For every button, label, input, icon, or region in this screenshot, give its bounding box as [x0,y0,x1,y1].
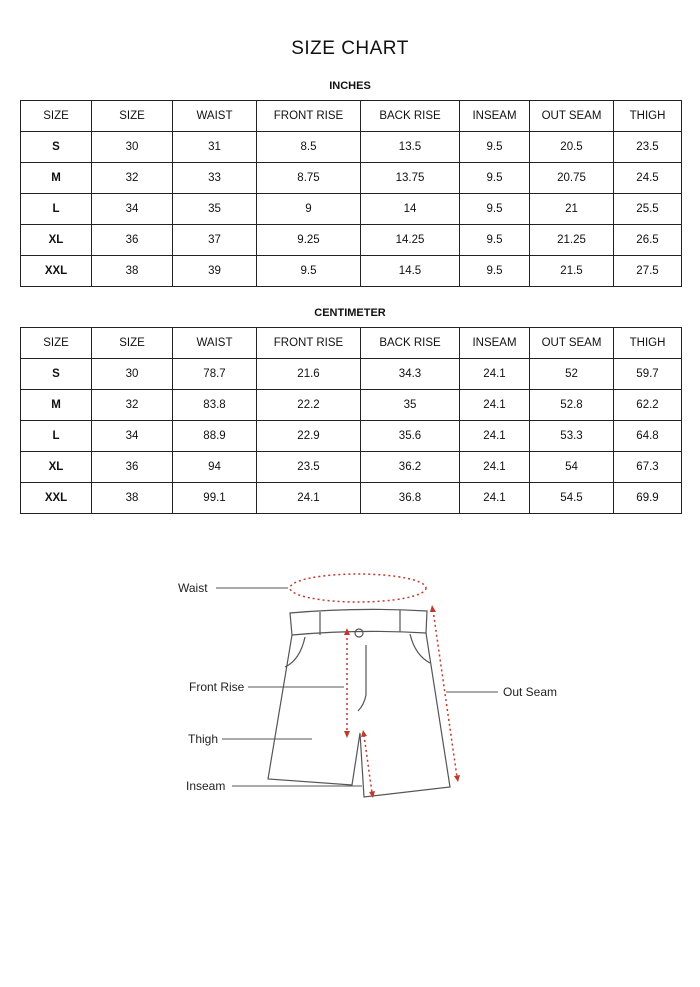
inches-header-cell: SIZE [21,101,92,132]
table-cell: 36.8 [361,483,460,514]
table-cell: 23.5 [614,132,682,163]
size-label-cell: XL [21,225,92,256]
centimeter-header-cell: FRONT RISE [257,328,361,359]
centimeter-header-row [21,328,682,359]
table-cell: 67.3 [614,452,682,483]
table-cell: 20.75 [530,163,614,194]
front-rise-label: Front Rise [189,680,245,694]
table-cell: 23.5 [257,452,361,483]
table-row [21,163,682,194]
size-label-cell: XL [21,452,92,483]
fly-stitch [358,645,366,711]
table-cell: 64.8 [614,421,682,452]
table-cell: 9.5 [460,225,530,256]
table-cell: 33 [173,163,257,194]
centimeter-header-cell: WAIST [173,328,257,359]
table-cell: 69.9 [614,483,682,514]
thigh-label: Thigh [188,732,219,746]
table-cell: 21.6 [257,359,361,390]
table-cell: 52.8 [530,390,614,421]
table-row [21,452,682,483]
inseam-label: Inseam [186,779,226,793]
table-cell: 36 [92,225,173,256]
size-label-cell: S [21,359,92,390]
out-seam-label: Out Seam [503,685,558,699]
table-row [21,483,682,514]
table-cell: 9.5 [460,132,530,163]
table-cell: 83.8 [173,390,257,421]
table-cell: 14 [361,194,460,225]
table-cell: 37 [173,225,257,256]
inches-heading: INCHES [329,80,371,92]
table-cell: 39 [173,256,257,287]
table-cell: 35.6 [361,421,460,452]
table-cell: 52 [530,359,614,390]
table-cell: 22.2 [257,390,361,421]
table-cell: 34 [92,421,173,452]
table-cell: 8.5 [257,132,361,163]
table-cell: 32 [92,163,173,194]
size-label-cell: XXL [21,256,92,287]
table-cell: 31 [173,132,257,163]
table-cell: 24.1 [460,359,530,390]
waistband [290,609,427,635]
centimeter-header-cell: OUT SEAM [530,328,614,359]
centimeter-header-cell: SIZE [21,328,92,359]
measurement-arrowheads [344,605,460,798]
table-cell: 54.5 [530,483,614,514]
table-cell: 24.1 [460,390,530,421]
table-cell: 32 [92,390,173,421]
inches-header-cell: INSEAM [460,101,530,132]
table-cell: 14.25 [361,225,460,256]
table-row [21,225,682,256]
shorts-illustration [268,609,450,797]
size-label-cell: L [21,194,92,225]
size-label-cell: L [21,421,92,452]
inches-header-cell: OUT SEAM [530,101,614,132]
table-cell: 53.3 [530,421,614,452]
table-cell: 21.25 [530,225,614,256]
table-cell: 30 [92,132,173,163]
inches-table [20,100,682,287]
table-cell: 24.5 [614,163,682,194]
table-cell: 38 [92,256,173,287]
table-cell: 9.5 [460,163,530,194]
table-cell: 9.5 [460,256,530,287]
centimeter-header-cell: BACK RISE [361,328,460,359]
table-row [21,359,682,390]
table-cell: 24.1 [460,483,530,514]
inches-header-row [21,101,682,132]
table-cell: 13.5 [361,132,460,163]
table-cell: 24.1 [460,452,530,483]
table-cell: 30 [92,359,173,390]
table-cell: 35 [361,390,460,421]
table-row [21,256,682,287]
inches-header-cell: WAIST [173,101,257,132]
table-cell: 9.5 [460,194,530,225]
table-cell: 36.2 [361,452,460,483]
table-cell: 62.2 [614,390,682,421]
centimeter-heading: CENTIMETER [314,307,386,319]
table-cell: 9.25 [257,225,361,256]
table-cell: 9.5 [257,256,361,287]
inches-header-cell: FRONT RISE [257,101,361,132]
inseam-measure [364,735,372,793]
table-cell: 59.7 [614,359,682,390]
waist-measure [290,574,426,602]
table-cell: 26.5 [614,225,682,256]
table-cell: 34 [92,194,173,225]
table-cell: 36 [92,452,173,483]
table-row [21,390,682,421]
inches-header-cell: SIZE [92,101,173,132]
shorts-measurement-diagram [0,555,700,815]
table-cell: 38 [92,483,173,514]
table-cell: 9 [257,194,361,225]
table-cell: 21.5 [530,256,614,287]
table-cell: 25.5 [614,194,682,225]
table-cell: 34.3 [361,359,460,390]
table-row [21,421,682,452]
size-label-cell: M [21,163,92,194]
table-cell: 14.5 [361,256,460,287]
table-cell: 54 [530,452,614,483]
centimeter-table [20,327,682,514]
table-cell: 24.1 [257,483,361,514]
waist-label: Waist [178,581,208,595]
table-cell: 35 [173,194,257,225]
page-title: SIZE CHART [291,38,409,59]
centimeter-header-cell: SIZE [92,328,173,359]
table-row [21,194,682,225]
table-cell: 8.75 [257,163,361,194]
centimeter-body [21,359,682,514]
table-cell: 24.1 [460,421,530,452]
table-cell: 27.5 [614,256,682,287]
size-label-cell: XXL [21,483,92,514]
centimeter-header-cell: THIGH [614,328,682,359]
table-cell: 99.1 [173,483,257,514]
table-row [21,132,682,163]
size-label-cell: S [21,132,92,163]
table-cell: 22.9 [257,421,361,452]
table-cell: 20.5 [530,132,614,163]
inches-header-cell: THIGH [614,101,682,132]
table-cell: 13.75 [361,163,460,194]
size-label-cell: M [21,390,92,421]
table-cell: 88.9 [173,421,257,452]
inches-header-cell: BACK RISE [361,101,460,132]
waist-button [355,629,363,637]
table-cell: 21 [530,194,614,225]
table-cell: 94 [173,452,257,483]
inches-body [21,132,682,287]
centimeter-header-cell: INSEAM [460,328,530,359]
table-cell: 78.7 [173,359,257,390]
